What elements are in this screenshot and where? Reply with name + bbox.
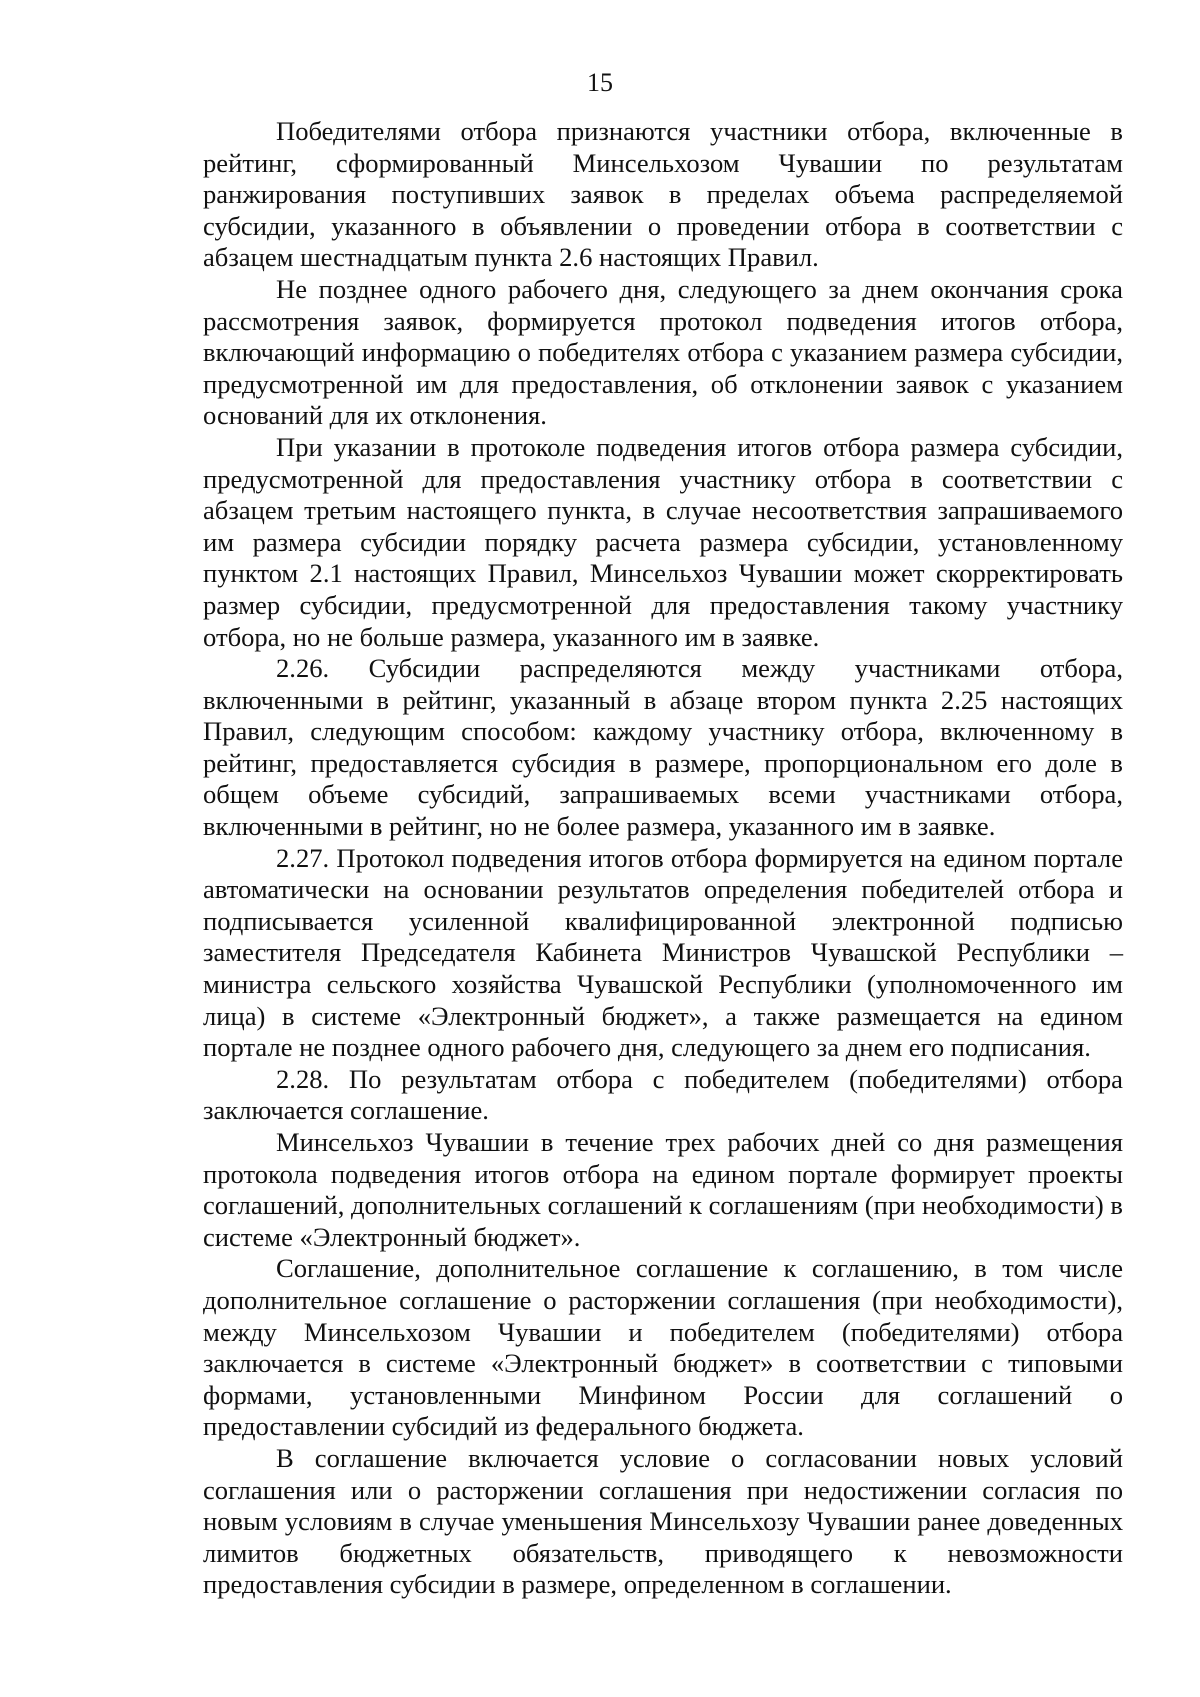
paragraph-2-26: 2.26. Субсидии распределяются между участниками отбора, включенными в рейтинг, указанный в абзаце втором пункта 2.25 настоящих Правил, следующим способом: каждому участнику отбора, включенному в рейтинг, предоставляется субсидия в размере, пропорциональном его доле в общем объеме субсидий, запрашиваемых всеми участниками отбора, включенными в рейтинг, но не более размера, указанного им в заявке. xyxy=(203,653,1123,842)
paragraph-subsidy-correction: При указании в протоколе подведения итогов отбора размера субсидии, предусмотренной для предоставления участнику отбора в соответствии с абзацем третьим настоящего пункта, в случае несоответствия запрашиваемого им размера субсидии порядку расчета размера субсидии, установленному пунктом 2.1 настоящих Правил, Минсельхоз Чувашии может скорректировать размер субсидии, предусмотренной для предоставления такому участнику отбора, но не больше размера, указанного им в заявке. xyxy=(203,431,1123,652)
paragraph-winners-definition: Победителями отбора признаются участники отбора, включенные в рейтинг, сформированный Минсельхозом Чувашии по результатам ранжирования поступивших заявок в пределах объема распределяемой субсидии, указанного в объявлении о проведении отбора в соответствии с абзацем шестнадцатым пункта 2.6 настоящих Правил. xyxy=(203,116,1123,273)
paragraph-protocol-formation: Не позднее одного рабочего дня, следующего за днем окончания срока рассмотрения заявок, формируется протокол подведения итогов отбора, включающий информацию о победителях отбора с указанием размера субсидии, предусмотренной им для предоставления, об отклонении заявок с указанием оснований для их отклонения. xyxy=(203,273,1123,431)
paragraph-agreement-conditions: В соглашение включается условие о согласовании новых условий соглашения или о расторжении соглашения при недостижении согласия по новым условиям в случае уменьшения Минсельхозу Чувашии ранее доведенных лимитов бюджетных обязательств, приводящего к невозможности предоставления субсидии в размере, определенном в соглашении. xyxy=(203,1442,1123,1600)
paragraph-agreement-drafts: Минсельхоз Чувашии в течение трех рабочих дней со дня размещения протокола подведения итогов отбора на едином портале формирует проекты соглашений, дополнительных соглашений к соглашениям (при необходимости) в системе «Электронный бюджет». xyxy=(203,1127,1123,1252)
paragraph-agreement-conclusion: Соглашение, дополнительное соглашение к соглашению, в том числе дополнительное соглашение о расторжении соглашения (при необходимости), между Минсельхозом Чувашии и победителем (победителями) отбора заключается в системе «Электронный бюджет» в соответствии с типовыми формами, установленными Минфином России для соглашений о предоставлении субсидий из федерального бюджета. xyxy=(203,1253,1123,1442)
paragraph-2-27: 2.27. Протокол подведения итогов отбора формируется на едином портале автоматически на основании результатов определения победителей отбора и подписывается усиленной квалифицированной электронной подписью заместителя Председателя Кабинета Министров Чувашской Республики – министра сельского хозяйства Чувашской Республики (уполномоченного им лица) в системе «Электронный бюджет», а также размещается на едином портале не позднее одного рабочего дня, следующего за днем его подписания. xyxy=(203,842,1123,1063)
page-number: 15 xyxy=(587,68,613,97)
document-body xyxy=(203,116,1123,1601)
paragraph-2-28: 2.28. По результатам отбора с победителем (победителями) отбора заключается соглашение. xyxy=(203,1063,1123,1126)
